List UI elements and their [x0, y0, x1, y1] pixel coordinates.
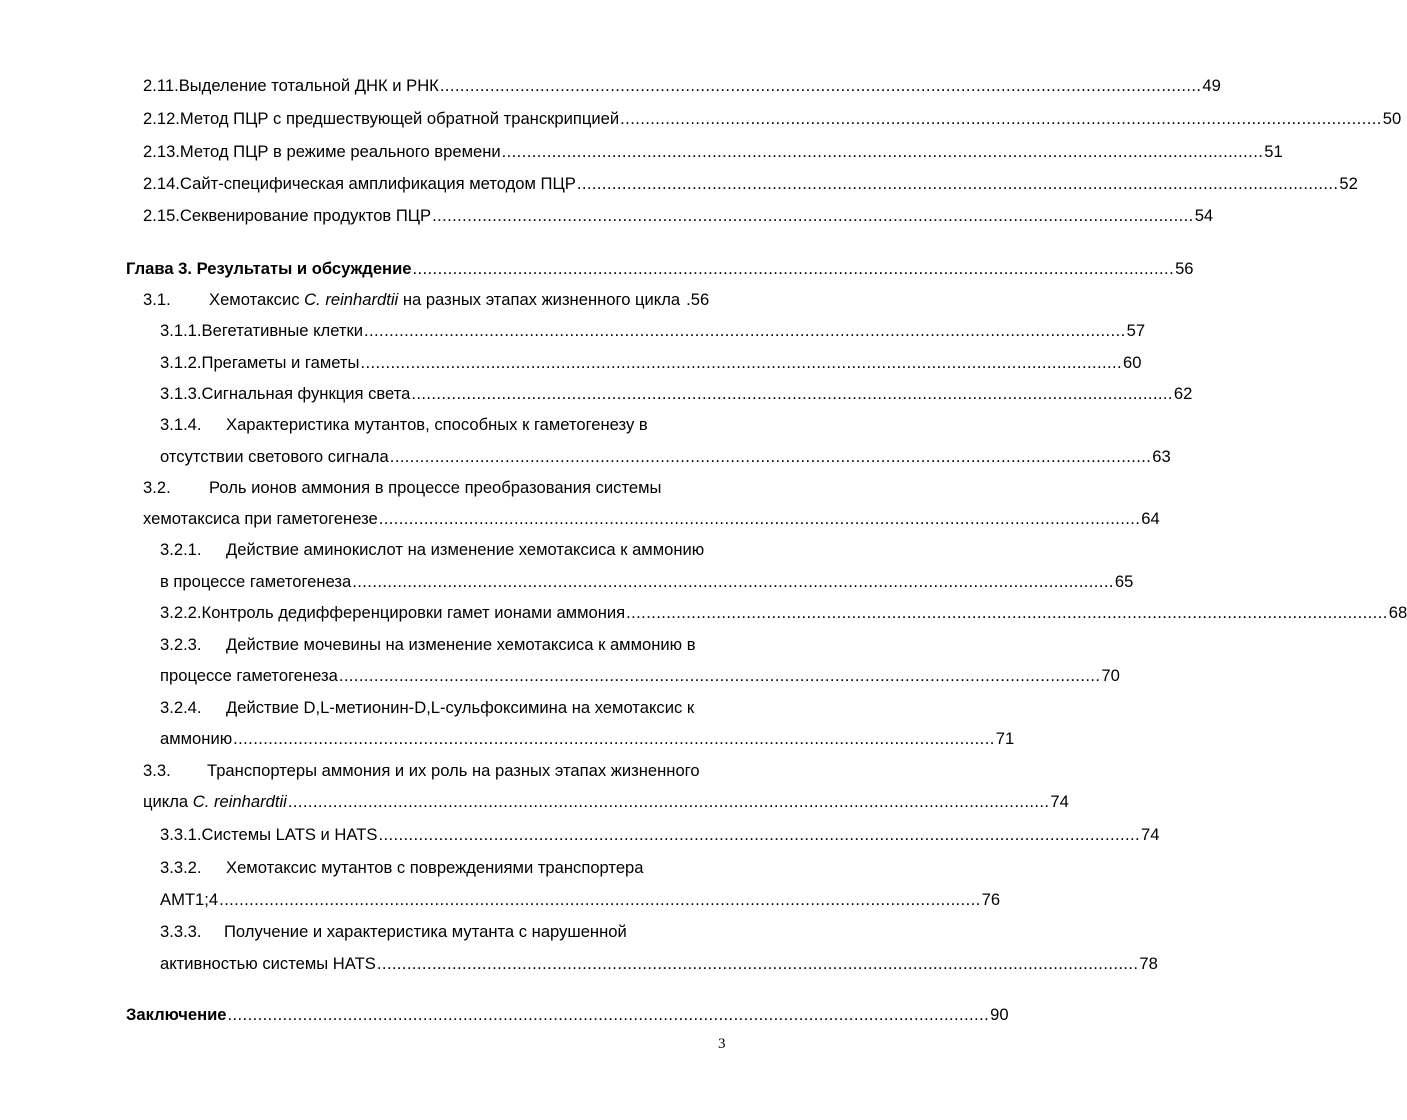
toc-page-number: 52 [1339, 174, 1358, 193]
toc-page-number: 57 [1126, 321, 1146, 340]
toc-title: Метод ПЦР в режиме реального времени [179, 142, 501, 161]
toc-title: Выделение тотальной ДНК и РНК [178, 76, 439, 95]
toc-page-number: 64 [1141, 509, 1160, 528]
dot-leader: ........................................................................................................................................................ [620, 109, 1382, 128]
dot-leader: ........................................................................................................................................................ [233, 729, 995, 748]
toc-entry-3-3-3[interactable] [160, 921, 768, 943]
dot-leader: ........................................................................................................................................................ [219, 890, 981, 909]
toc-title: Метод ПЦР с предшествующей обратной транскрипцией [179, 109, 620, 128]
toc-page-number: 60 [1123, 353, 1142, 372]
dot-leader: ........................................................................................................................................................ [501, 142, 1264, 161]
toc-title: Секвенирование продуктов ПЦР [179, 206, 432, 225]
dot-leader: ........................................................................................................................................................ [364, 321, 1126, 340]
toc-title: Роль ионов аммония в процессе преобразования системы [209, 478, 662, 497]
dot-leader: ........................................................................................................................................................ [439, 76, 1202, 95]
toc-number: 3.2.2. [160, 603, 202, 622]
dot-leader: ........................................................................................................................................................ [626, 603, 1388, 622]
toc-title: Вегетативные клетки [201, 321, 364, 340]
toc-page-number: 65 [1114, 572, 1134, 591]
toc-page-number: 50 [1382, 109, 1402, 128]
toc-number: 2.14. [143, 174, 180, 193]
toc-page-number: 68 [1388, 603, 1407, 622]
toc-number: 3.2.1. [160, 540, 202, 559]
toc-page-number: 51 [1264, 142, 1283, 161]
toc-number: 3.1.1. [160, 321, 202, 340]
toc-entry-3-2-3-cont[interactable] [160, 665, 1120, 687]
toc-title: Действие мочевины на изменение хемотаксиса к аммонию в [226, 635, 696, 654]
chapter-title: Заключение [126, 1005, 227, 1024]
dot-leader: ........................................................................................................................................................ [352, 572, 1114, 591]
toc-number: 3.2.4. [160, 698, 202, 717]
toc-number: 3.1.4. [160, 415, 202, 434]
toc-number: 3.1.2. [160, 353, 202, 372]
toc-page-number: 70 [1101, 666, 1120, 685]
toc-title: Транспортеры аммония и их роль на разных этапах жизненного [207, 761, 700, 780]
toc-page-number: 78 [1139, 954, 1158, 973]
toc-page-number: 76 [981, 890, 1001, 909]
toc-title: Хемотаксис мутантов с повреждениями транспортера [226, 858, 644, 877]
toc-page-number: 74 [1050, 792, 1069, 811]
toc-entry-3-2-1-cont[interactable] [160, 571, 1134, 593]
toc-title: Прегаметы и гаметы [201, 353, 360, 372]
dot-leader: ........................................................................................................................................................ [432, 206, 1194, 225]
toc-entry-3-3-1[interactable] [160, 824, 1160, 846]
toc-entry-conclusion[interactable] [126, 1004, 1009, 1026]
toc-page-number: 71 [995, 729, 1015, 748]
toc-title-continued: активностью системы HATS [160, 954, 376, 973]
toc-number: 2.15. [143, 206, 180, 225]
toc-title: Контроль дедифференцировки гамет ионами аммония [201, 603, 626, 622]
toc-page-number: 90 [990, 1005, 1009, 1024]
toc-title-continued: процессе гаметогенеза [160, 666, 338, 685]
dot-leader: ........................................................................................................................................................ [360, 353, 1123, 372]
toc-entry-chapter-3[interactable] [126, 258, 1194, 280]
toc-number: 3.3. [143, 761, 171, 780]
toc-entry-3-3-2[interactable] [160, 857, 768, 879]
toc-number: 2.13. [143, 142, 180, 161]
toc-entry-3-1-4[interactable] [160, 414, 768, 436]
toc-entry-3-2-1[interactable] [160, 539, 768, 561]
toc-entry-2-13[interactable] [143, 141, 1283, 163]
dot-leader: ........................................................................................................................................................ [227, 1005, 990, 1024]
dot-leader: ........................................................................................................................................................ [378, 825, 1141, 844]
toc-title-continued: цикла C. reinhardtii [143, 792, 287, 811]
toc-entry-3-2[interactable] [143, 477, 768, 499]
toc-entry-3-3-2-cont[interactable] [160, 889, 1001, 911]
toc-title: Сигнальная функция света [201, 384, 411, 403]
toc-title: Системы LATS и HATS [201, 825, 378, 844]
toc-title-continued: AMT1;4 [160, 890, 219, 909]
species-name: C. reinhardtii [192, 792, 287, 811]
toc-number: 3.2. [143, 478, 171, 497]
toc-number: 3.3.1. [160, 825, 202, 844]
dot-leader: ........................................................................................................................................................ [287, 792, 1050, 811]
toc-entry-3-3-3-cont[interactable] [160, 953, 1158, 975]
toc-entry-2-12[interactable] [143, 108, 1402, 130]
toc-page-number: .56 [686, 290, 710, 309]
chapter-title: Глава 3. Результаты и обсуждение [126, 259, 412, 278]
toc-number: 3.1.3. [160, 384, 202, 403]
toc-entry-2-11[interactable] [143, 75, 1221, 97]
dot-leader: ........................................................................................................................................................ [389, 447, 1152, 466]
toc-entry-3-3-cont[interactable] [143, 791, 1069, 813]
toc-entry-3-2-2[interactable] [160, 602, 1407, 624]
toc-title: Хемотаксис C. reinhardtii на разных этапах жизненного цикла [209, 290, 681, 309]
toc-number: 3.3.3. [160, 922, 202, 941]
toc-title: Характеристика мутантов, способных к гаметогенезу в [226, 415, 648, 434]
toc-page-number: 54 [1194, 206, 1214, 225]
toc-title: Действие аминокислот на изменение хемотаксиса к аммонию [226, 540, 705, 559]
toc-entry-2-14[interactable] [143, 173, 1358, 195]
toc-page-number: 74 [1141, 825, 1160, 844]
toc-entry-3-2-3[interactable] [160, 634, 768, 656]
toc-number: 3.1. [143, 290, 171, 309]
dot-leader: ........................................................................................................................................................ [376, 954, 1139, 973]
toc-page-number: 62 [1173, 384, 1193, 403]
toc-title-continued: отсутствии светового сигнала [160, 447, 389, 466]
dot-leader: ........................................................................................................................................................ [378, 509, 1141, 528]
toc-number: 2.11. [143, 76, 179, 95]
dot-leader: ........................................................................................................................................................ [576, 174, 1339, 193]
toc-entry-3-1-2[interactable] [160, 352, 1142, 374]
toc-entry-3-2-4-cont[interactable] [160, 728, 1015, 750]
toc-entry-3-3[interactable] [143, 760, 768, 782]
toc-entry-3-1-3[interactable] [160, 383, 1193, 405]
toc-number: 2.12. [143, 109, 180, 128]
toc-title-continued: аммонию [160, 729, 233, 748]
toc-number: 3.3.2. [160, 858, 202, 877]
page-number: 3 [718, 1036, 726, 1052]
toc-entry-2-15[interactable] [143, 205, 1214, 227]
toc-title-continued: хемотаксиса при гаметогенезе [143, 509, 378, 528]
dot-leader: ........................................................................................................................................................ [338, 666, 1101, 685]
toc-entry-3-1[interactable] [143, 289, 768, 311]
toc-title: Сайт-специфическая амплификация методом ПЦР [179, 174, 576, 193]
toc-page-number: 63 [1152, 447, 1171, 466]
species-name: C. reinhardtii [304, 290, 399, 309]
toc-title-continued: в процессе гаметогенеза [160, 572, 352, 591]
toc-entry-3-1-1[interactable] [160, 320, 1146, 342]
toc-entry-3-1-4-cont[interactable] [160, 446, 1171, 468]
dot-leader: ........................................................................................................................................................ [412, 259, 1175, 278]
toc-title: Действие D,L-метионин-D,L-сульфоксимина на хемотаксис к [226, 698, 695, 717]
toc-number: 3.2.3. [160, 635, 202, 654]
toc-title: Получение и характеристика мутанта с нарушенной [224, 922, 627, 941]
toc-entry-3-2-cont[interactable] [143, 508, 1160, 530]
dot-leader: ........................................................................................................................................................ [411, 384, 1173, 403]
toc-entry-3-2-4[interactable] [160, 697, 768, 719]
toc-page-number: 49 [1202, 76, 1221, 95]
toc-page-number: 56 [1175, 259, 1194, 278]
